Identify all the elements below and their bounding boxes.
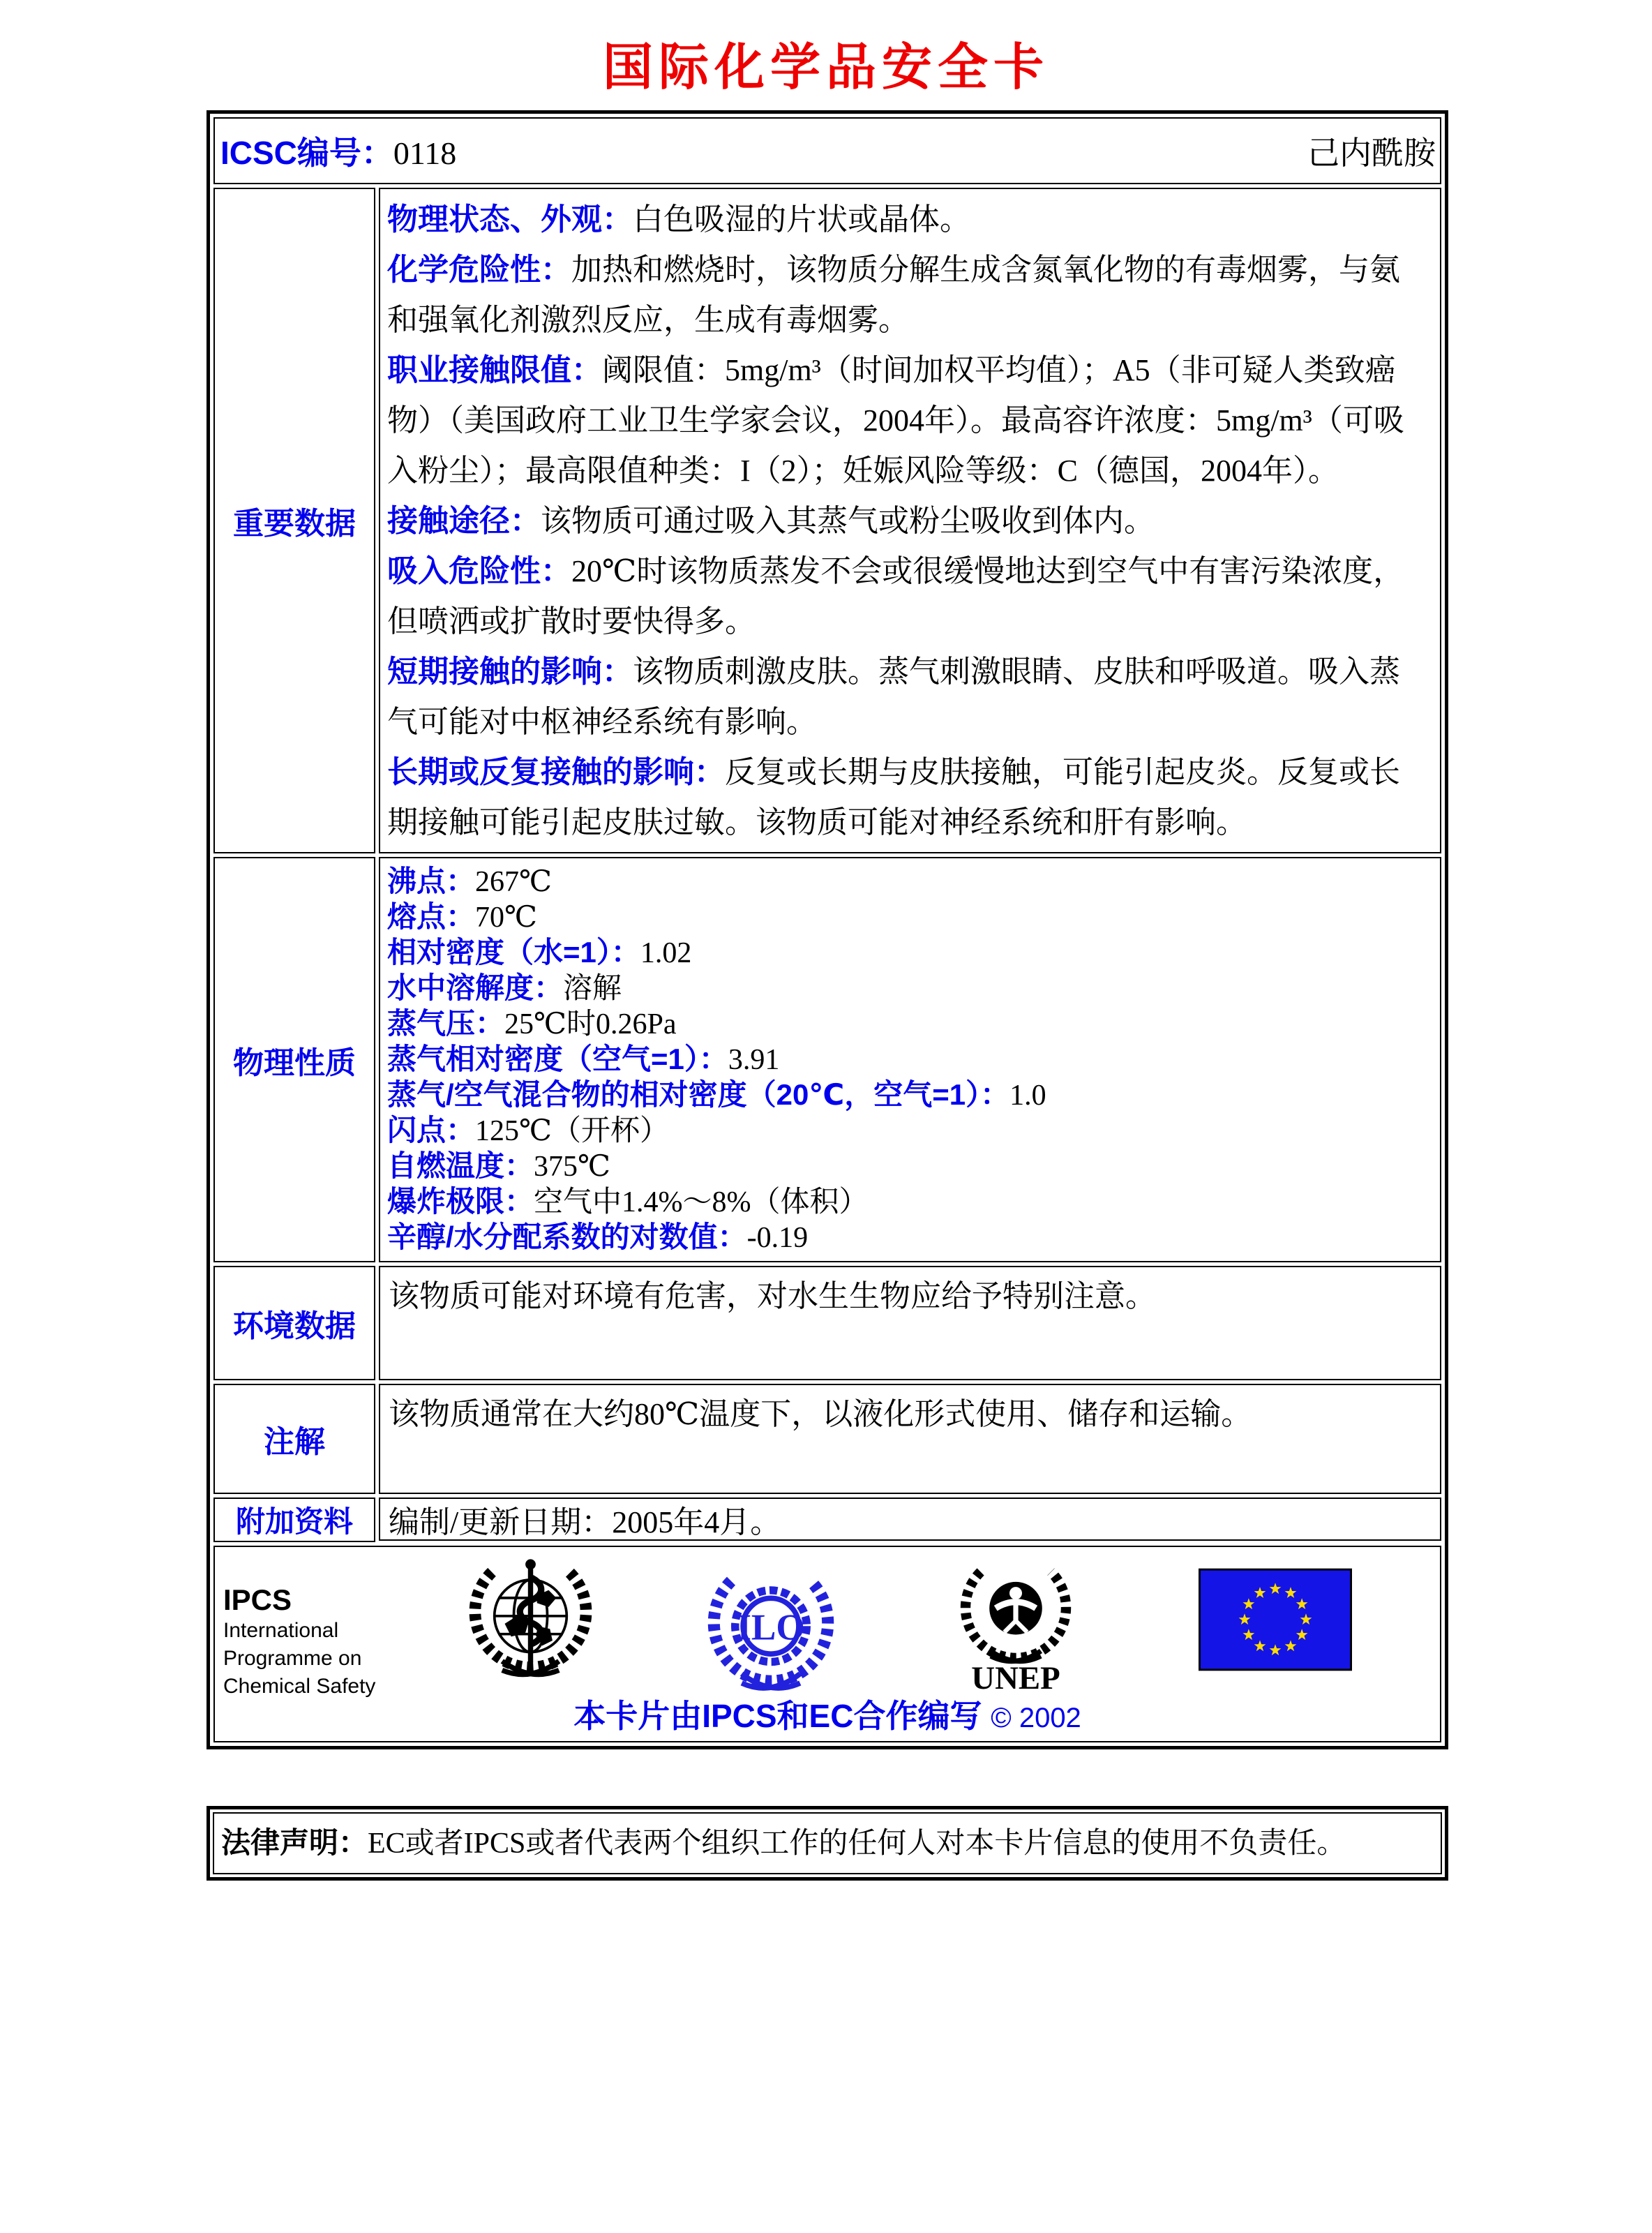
short-term-effects-label: 短期接触的影响： — [387, 655, 633, 689]
property-vapor-density: 蒸气相对密度（空气=1）：3.91 — [387, 1043, 780, 1076]
icsc-card — [206, 110, 1448, 1749]
physical-properties-content — [379, 857, 1441, 1262]
ilo-logo-icon — [705, 1560, 837, 1703]
eu-flag-icon — [1199, 1568, 1352, 1675]
property-autoignition-temperature: 自燃温度：375℃ — [387, 1149, 610, 1183]
paragraph-inhalation-risk — [387, 546, 1430, 647]
chemical-name: 己内酰胺 — [1307, 135, 1436, 171]
notes-row — [213, 1384, 1441, 1494]
chemical-danger-label: 化学危险性： — [387, 253, 571, 287]
property-vapor-air-mixture-density: 蒸气/空气混合物的相对密度（20℃，空气=1）：1.0 — [387, 1078, 1046, 1112]
physical-state-text: 白色吸湿的片状或晶体。 — [633, 202, 970, 237]
additional-info-row — [213, 1498, 1441, 1542]
inhalation-risk-label: 吸入危险性： — [387, 554, 571, 588]
header-cell — [213, 117, 1441, 184]
environmental-data-row — [213, 1266, 1441, 1380]
section-label-environmental-data: 环境数据 — [213, 1266, 375, 1380]
icsc-number-label: ICSC编号： — [220, 135, 393, 171]
paragraph-physical-state — [387, 195, 1430, 245]
footer-cell — [213, 1546, 1441, 1742]
ipcs-line-1: International — [223, 1619, 339, 1642]
paragraph-chemical-danger — [387, 245, 1430, 345]
paragraph-exposure-routes — [387, 496, 1430, 546]
icsc-number-group — [220, 128, 456, 174]
property-explosive-limits: 爆炸极限：空气中1.4%～8%（体积） — [387, 1185, 869, 1218]
short-term-effects-text: 该物质刺激皮肤。蒸气刺激眼睛、皮肤和呼吸道。吸入蒸气可能对中枢神经系统有影响。 — [387, 655, 1400, 739]
ilo-logo-text: ILO — [737, 1606, 805, 1648]
physical-properties-row — [213, 857, 1441, 1262]
ipcs-line-2: Programme on — [223, 1647, 362, 1670]
property-relative-density: 相对密度（水=1）：1.02 — [387, 936, 692, 969]
property-octanol-water-partition: 辛醇/水分配系数的对数值：-0.19 — [387, 1220, 809, 1254]
ipcs-title: IPCS — [223, 1583, 292, 1616]
section-label-notes: 注解 — [213, 1384, 375, 1494]
chemical-danger-text: 加热和燃烧时，该物质分解生成含氮氧化物的有毒烟雾，与氨和强氧化剂激烈反应，生成有毒烟雾。 — [387, 253, 1400, 337]
property-melting-point: 熔点：70℃ — [387, 900, 537, 934]
footer-caption-text: 本卡片由IPCS和EC合作编写 — [573, 1698, 982, 1734]
occupational-limits-label: 职业接触限值： — [387, 353, 602, 387]
environmental-data-content: 该物质可能对环境有危害，对水生生物应给予特别注意。 — [379, 1266, 1441, 1380]
ipcs-line-3: Chemical Safety — [223, 1675, 376, 1698]
unep-logo-icon — [953, 1555, 1079, 1698]
ipcs-block — [223, 1583, 375, 1701]
section-label-additional-info: 附加资料 — [213, 1498, 375, 1542]
notes-content: 该物质通常在大约80℃温度下，以液化形式使用、储存和运输。 — [379, 1384, 1441, 1494]
footer-copyright: © 2002 — [991, 1703, 1081, 1733]
property-boiling-point: 沸点：267℃ — [387, 865, 552, 898]
paragraph-long-term-effects — [387, 747, 1430, 848]
header-row — [213, 117, 1441, 184]
exposure-routes-text: 该物质可通过吸入其蒸气或粉尘吸收到体内。 — [541, 504, 1155, 538]
section-label-physical-properties: 物理性质 — [213, 857, 375, 1262]
additional-info-content: 编制/更新日期：2005年4月。 — [379, 1498, 1441, 1541]
important-data-content — [379, 188, 1441, 853]
long-term-effects-label: 长期或反复接触的影响： — [387, 755, 725, 789]
physical-state-label: 物理状态、外观： — [387, 202, 633, 237]
property-flash-point: 闪点：125℃（开杯） — [387, 1114, 669, 1147]
footer-caption — [215, 1691, 1440, 1737]
legal-label: 法律声明： — [221, 1826, 368, 1859]
important-data-row — [213, 188, 1441, 853]
unep-logo-text: UNEP — [971, 1659, 1060, 1695]
paragraph-short-term-effects — [387, 647, 1430, 747]
inhalation-risk-text: 20℃时该物质蒸发不会或很缓慢地达到空气中有害污染浓度，但喷洒或扩散时要快得多。 — [387, 554, 1404, 638]
paragraph-occupational-limits — [387, 345, 1430, 496]
icsc-number-value: 0118 — [393, 135, 457, 171]
occupational-limits-text: 阈限值：5mg/m³（时间加权平均值）；A5（非可疑人类致癌物）（美国政府工业卫生学家会议，2004年）。最高容许浓度：5mg/m³（可吸入粉尘）；最高限值种类：I（2）；妊娠风险等级：C（德国，2004年）。 — [387, 353, 1404, 488]
long-term-effects-text: 反复或长期与皮肤接触，可能引起皮炎。反复或长期接触可能引起皮肤过敏。该物质可能对神经系统和肝有影响。 — [387, 755, 1400, 839]
exposure-routes-label: 接触途径： — [387, 504, 541, 538]
section-label-important-data: 重要数据 — [213, 188, 375, 853]
footer-row — [213, 1546, 1441, 1742]
page-title: 国际化学品安全卡 — [602, 40, 1049, 96]
legal-text: EC或者IPCS或者代表两个组织工作的任何人对本卡片信息的使用不负责任。 — [368, 1828, 1346, 1860]
legal-cell — [213, 1812, 1442, 1874]
property-vapor-pressure: 蒸气压：25℃时0.26Pa — [387, 1007, 677, 1040]
legal-box — [206, 1806, 1448, 1881]
property-water-solubility: 水中溶解度：溶解 — [387, 971, 622, 1005]
who-logo-icon — [466, 1554, 595, 1687]
